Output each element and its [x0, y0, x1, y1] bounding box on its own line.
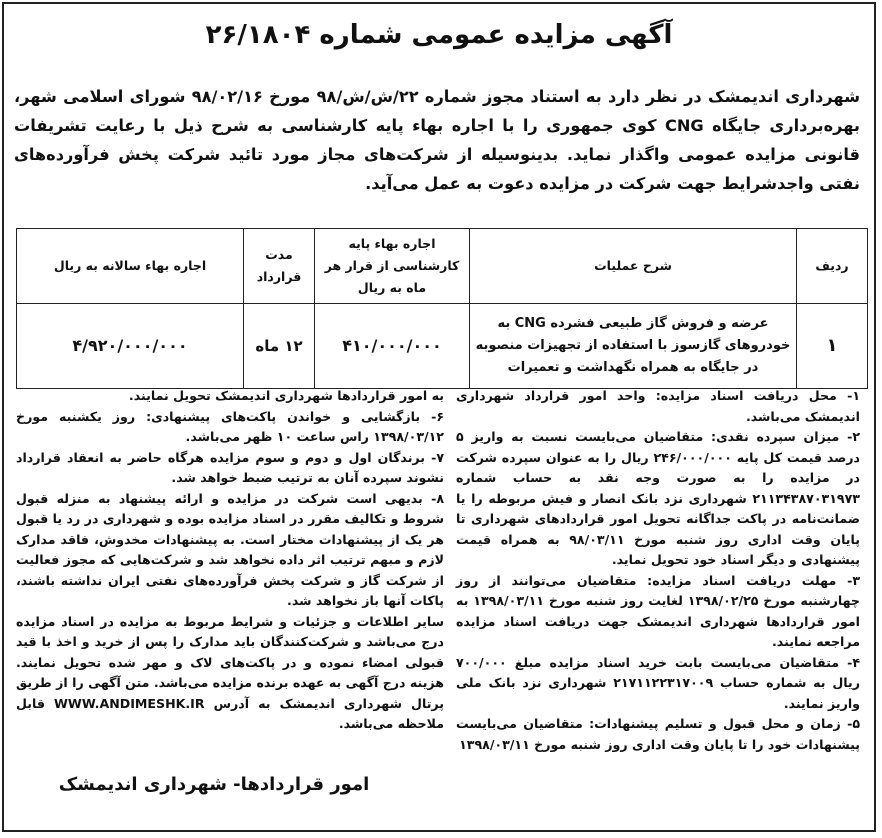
header-description: شرح عملیات	[470, 229, 797, 304]
conditions-right-column	[456, 386, 860, 755]
notice-intro: شهرداری اندیمشک در نظر دارد به استناد مجوز شماره ۲۲/ش/ش/۹۸ مورخ ۹۸/۰۲/۱۶ شورای اسلامی شهر، بهره‌برداری جایگاه CNG کوی جمهوری را با اجاره بهاء پایه کارشناسی به شرح ذیل با رعایت تشریفات قانونی مزایده عمومی واگذار نماید. بدینوسیله از شرکت‌های مجاز مورد تائید شرکت پخش فرآورده‌های نفتی واجدشرایط جهت شرکت در مزایده دعوت به عمل می‌آید.	[14, 87, 860, 193]
condition-4: ۴- متقاضیان می‌بایست بابت خرید اسناد مزایده مبلغ ۷۰۰/۰۰۰ ریال به شماره حساب ۲۱۷۱۱۲۲۳۱۷۰۰۹ شهرداری نزد بانک ملی واریز نمایند.	[456, 654, 860, 711]
header-annual-rent: اجاره بهاء سالانه به ریال	[17, 229, 244, 304]
header-row-number: ردیف	[797, 229, 868, 304]
cell-description: عرضه و فروش گاز طبیعی فشرده CNG به خودروهای گازسوز با استفاده از تجهیزات منصوبه در جایگاه به همراه نگهداشت و تعمیرات	[470, 304, 797, 389]
table-row	[17, 304, 868, 389]
cell-row-number: ۱	[797, 304, 868, 389]
cell-duration: ۱۲ ماه	[244, 304, 315, 389]
table-header-row	[17, 229, 868, 304]
conditions-left-column	[16, 386, 444, 735]
condition-3: ۳- مهلت دریافت اسناد مزایده: متقاضیان می‌توانند از روز چهارشنبه مورخ ۱۳۹۸/۰۲/۲۵ لغایت روز شنبه مورخ ۱۳۹۸/۰۳/۱۱ به امور قراردادها شهرداری اندیمشک جهت دریافت اسناد مزایده مراجعه نمایند.	[456, 572, 861, 649]
header-duration: مدت قرارداد	[244, 229, 315, 304]
header-base-rent: اجاره بهاء پایه کارشناسی از قرار هر ماه به ریال	[315, 229, 470, 304]
notice-title: آگهی مزایده عمومی شماره ۲۶/۱۸۰۴	[205, 20, 673, 50]
footer-signature: امور قراردادها- شهرداری اندیمشک	[58, 774, 370, 795]
condition-7: ۷- برندگان اول و دوم و سوم مزایده هرگاه حاضر به انعقاد قرارداد نشوند سپرده آنان به ترتیب ضبط خواهد شد.	[16, 449, 444, 485]
condition-8: ۸- بدیهی است شرکت در مزایده و ارائه پیشنهاد به منزله قبول شروط و تکالیف مقرر در اسناد مزایده بوده و شهرداری در رد یا قبول هر یک از پیشنهادات مختار است. به پیشنهادات مخدوش، فاقد مدارک لازم و مبهم ترتیب اثر داده نخواهد شد و شرکت‌هایی که مجوز فعالیت از شرکت گاز و شرکت پخش فرآورده‌های نفتی ایران نداشته باشند، پاکات آنها باز نخواهد شد.	[16, 490, 444, 608]
cell-base-rent: ۴۱۰/۰۰۰/۰۰۰	[315, 304, 470, 389]
condition-2: ۲- میزان سپرده نقدی: متقاضیان می‌بایست نسبت به واریز ۵ درصد قیمت کل پایه ۲۴۶/۰۰۰/۰۰۰ ریال را به عنوان سپرده شرکت در مزایده را به صورت وجه نقد به حساب شماره ۲۱۱۳۴۳۸۷۰۳۱۹۷۳ شهرداری نزد بانک انصار و فیش مربوطه را یا ضمانت‌نامه در پاکت جداگانه تحویل امور قراردادهای شهرداری تا پایان وقت اداری روز شنبه مورخ ۹۸/۰۳/۱۱ به همراه قیمت پیشنهادی و دیگر اسناد خود تحویل نماید.	[456, 429, 860, 567]
tender-notice	[2, 2, 876, 832]
condition-6: ۶- بازگشایی و خواندن پاکت‌های پیشنهادی: روز یکشنبه مورخ ۱۳۹۸/۰۳/۱۲ راس ساعت ۱۰ ظهر می‌باشد.	[16, 408, 444, 444]
condition-5-continued: به امور قراردادها شهرداری اندیمشک تحویل نمایند.	[128, 388, 444, 403]
other-information: سایر اطلاعات و جزئیات و شرایط مربوط به مزایده در اسناد مزایده درج می‌باشد و شرکت‌کنندگان باید مدارک را پس از خرید و اخذ با قید قبولی امضاء نموده و در پاکت‌های لاک و مهر شده تحویل نمایند. هزینه درج آگهی به عهده برنده مزایده می‌باشد. متن آگهی را از طریق پرتال شهرداری اندیمشک به آدرس WWW.ANDIMESHK.IR قابل ملاحظه می‌باشد.	[16, 613, 444, 731]
condition-1: ۱- محل دریافت اسناد مزایده: واحد امور قرارداد شهرداری اندیمشک می‌باشد.	[456, 388, 860, 424]
condition-5: ۵- زمان و محل قبول و تسلیم پیشنهادات: متقاضیان می‌بایست پیشنهادات خود را تا پایان وقت اداری روز شنبه مورخ ۱۳۹۸/۰۳/۱۱	[456, 716, 860, 752]
cell-annual-rent: ۴/۹۲۰/۰۰۰/۰۰۰	[17, 304, 244, 389]
operations-table	[16, 228, 868, 389]
